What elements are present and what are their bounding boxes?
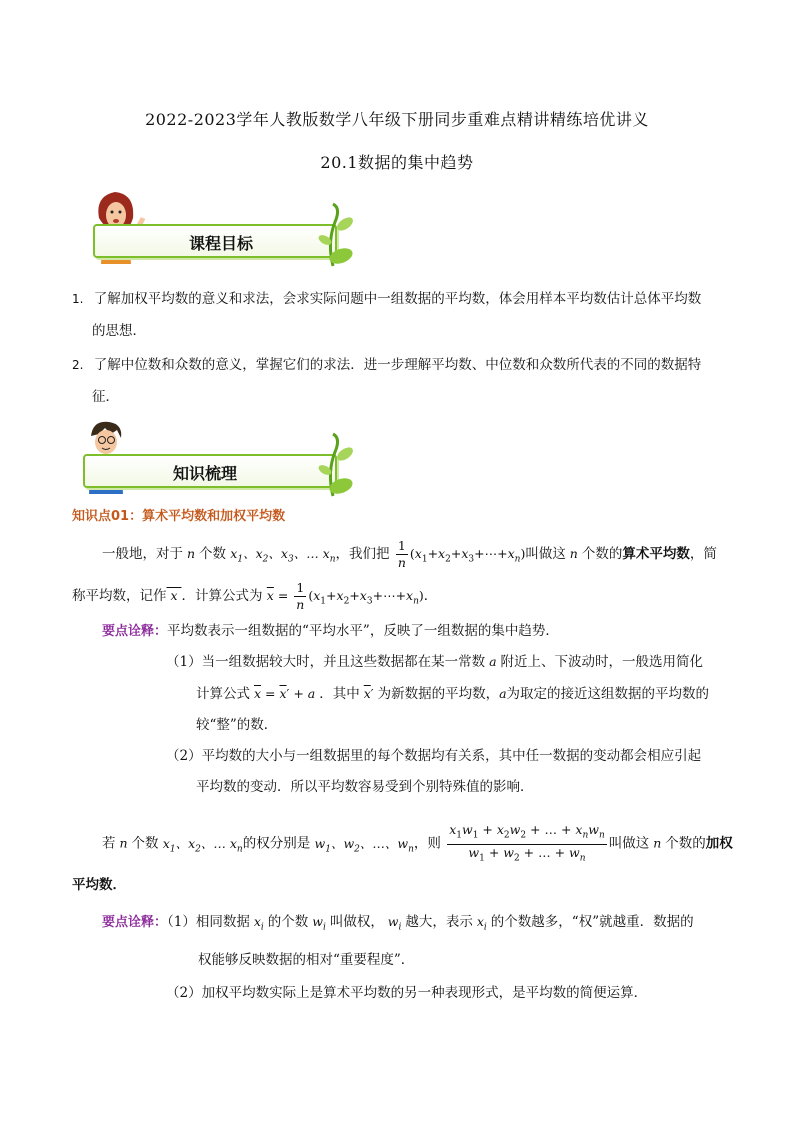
weighted-mean-line-2: 平均数． — [72, 877, 126, 893]
objective-item-cont: 的思想． — [92, 323, 146, 339]
key-note-2-line-2: 权能够反映数据的相对“重要程度”． — [198, 952, 415, 968]
key-note-2-item-2: （2）加权平均数实际上是算术平均数的另一种表现形式，是平均数的简便运算． — [166, 985, 648, 1001]
document-title: 2022-2023学年人教版数学八年级下册同步重难点精讲精练培优讲义 — [145, 110, 649, 129]
banner-label: 课程目标 — [189, 234, 254, 253]
note-item-1-line-1: （1）当一组数据较大时，并且这些数据都在某一常数 a 附近上、下波动时，一般选用简化 — [166, 654, 703, 670]
section-title: 20.1数据的集中趋势 — [320, 153, 474, 172]
key-note: 要点诠释：平均数表示一组数据的“平均水平”，反映了一组数据的集中趋势． — [102, 623, 559, 639]
knowledge-point-heading: 知识点01：算术平均数和加权平均数 — [72, 509, 286, 524]
leaf-vine-icon — [313, 432, 359, 498]
key-note-2: 要点诠释：（1）相同数据 $x_i$ 的个数 $w_i$ 叫做权， $w_i$ 越大，表示 $x_i$ 的个数越多，“权”就越重．数据的 — [102, 914, 694, 933]
objective-item: 1. 了解加权平均数的意义和求法，会求实际问题中一组数据的平均数，体会用样本平均数估计总体平均数 — [72, 291, 702, 307]
objective-item-cont: 征． — [92, 389, 119, 405]
definition-line-2: 称平均数，记作 x ．计算公式为 $\overline{x}$ = $\frac{1}{n}$ $(x_1+x_2+x_3+\cdots+x_n)$． — [72, 580, 438, 612]
banner-label: 知识梳理 — [173, 464, 238, 483]
objective-item: 2. 了解中位数和众数的意义，掌握它们的求法．进一步理解平均数、中位数和众数所代表的不同的数据特 — [72, 357, 702, 373]
leaf-vine-icon — [313, 202, 359, 268]
note-item-1-line-3: 较“整”的数． — [196, 717, 278, 733]
note-item-2-line-1: （2）平均数的大小与一组数据里的每个数据均有关系，其中任一数据的变动都会相应引起 — [166, 748, 702, 764]
weighted-mean-definition: 若 n 个数 $x_1$、$x_2$、… $x_n$的权分别是 $w_1$、$w_2$、…、$w_n$，则 $\frac{x_1w_1 + x_2w_2 + \dots + x_nw_n}{w_1 + w_2 + \dots + w_n}$ 叫做这 n 个数的加权 — [102, 822, 733, 863]
note-item-2-line-2: 平均数的变动．所以平均数容易受到个别特殊值的影响． — [196, 779, 534, 795]
course-objectives-banner — [75, 188, 375, 268]
definition-line-1: 一般地，对于 n 个数 $x_1$、$x_2$、$x_3$、… $x_n$，我们把 $\frac{1}{n}$ $(x_1+x_2+x_3+\cdots+x_n)$叫做这 n 个数的算术平均数，简 — [102, 538, 717, 570]
knowledge-review-banner — [75, 418, 375, 498]
note-item-1-line-2: 计算公式 $\overline{x} = \overline{x}' + a$ ．其中 $\overline{x}'$ 为新数据的平均数，a为取定的接近这组数据的平均数的 — [196, 686, 710, 702]
